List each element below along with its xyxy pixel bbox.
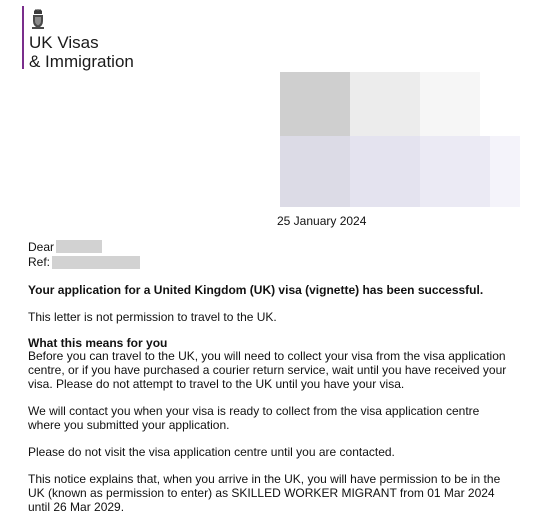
brand-accent-bar: [22, 6, 24, 69]
paragraph-1-line-2: centre, or if you have purchased a courier return service, wait until you have received your: [28, 363, 507, 377]
section-heading: What this means for you: [28, 336, 168, 350]
redacted-reference-number: [52, 256, 140, 269]
redacted-recipient-name: [56, 240, 102, 253]
royal-crest-icon: [30, 8, 46, 30]
paragraph-1-line-3: visa. Please do not attempt to travel to the UK until you have your visa.: [28, 377, 405, 391]
paragraph-1-line-1: Before you can travel to the UK, you will need to collect your visa from the visa application: [28, 349, 506, 363]
paragraph-4-line-3: until 26 Mar 2029.: [28, 500, 125, 514]
paragraph-2-line-1: We will contact you when your visa is ready to collect from the visa application centre: [28, 404, 480, 418]
brand-title-line-1: UK Visas: [29, 33, 99, 52]
brand-title-line-2: & Immigration: [29, 52, 134, 71]
reference-label: Ref:: [28, 255, 51, 269]
decision-headline: Your application for a United Kingdom (UK) visa (vignette) has been successful.: [28, 283, 484, 297]
redacted-address-block: [280, 72, 520, 207]
paragraph-3: Please do not visit the visa application centre until you are contacted.: [28, 445, 395, 459]
paragraph-4-line-1: This notice explains that, when you arrive in the UK, you will have permission to be in the: [28, 472, 501, 486]
salutation-label: Dear: [28, 240, 55, 254]
not-permission-notice: This letter is not permission to travel to the UK.: [28, 310, 277, 324]
paragraph-4-line-2: UK (known as permission to enter) as SKILLED WORKER MIGRANT from 01 Mar 2024: [28, 486, 495, 500]
letter-date: 25 January 2024: [277, 214, 367, 228]
paragraph-2-line-2: where you submitted your application.: [28, 418, 230, 432]
